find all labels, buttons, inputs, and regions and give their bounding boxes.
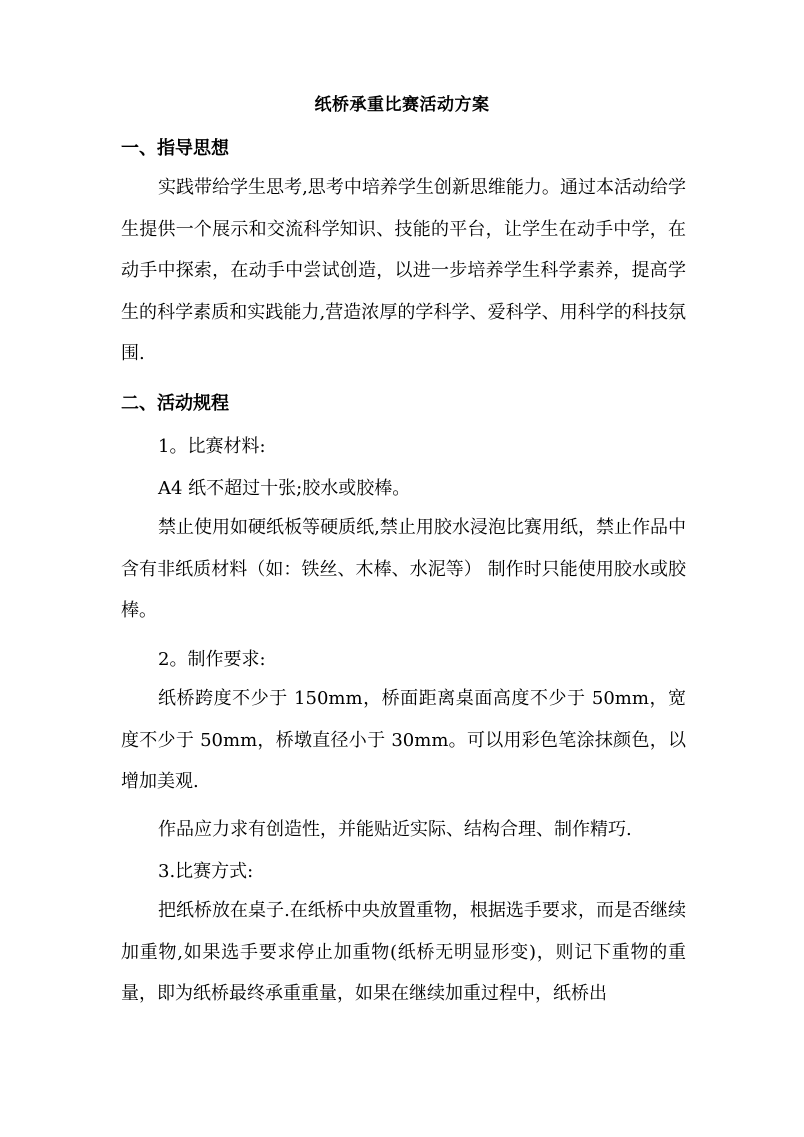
- section-heading-activity-rules: 二、活动规程: [121, 393, 229, 414]
- item-label-requirements: 2。制作要求:: [158, 649, 266, 670]
- section-heading-guiding-ideology: 一、指导思想: [121, 138, 229, 159]
- item-label-materials: 1。比赛材料:: [158, 436, 266, 457]
- item-note-creativity: 作品应力求有创造性，并能贴近实际、结构合理、制作精巧.: [158, 819, 632, 840]
- paragraph-materials-restrictions: 禁止使用如硬纸板等硬质纸,禁止用胶水浸泡比赛用纸，禁止作品中含有非纸质材料（如：铁丝、木棒、水泥等） 制作时只能使用胶水或胶棒。: [121, 517, 686, 621]
- paragraph-guiding-ideology: 实践带给学生思考,思考中培养学生创新思维能力。通过本活动给学生提供一个展示和交流科学知识、技能的平台，让学生在动手中学，在动手中探索，在动手中尝试创造，以进一步培养学生科学素养，提高学生的科学素质和实践能力,营造浓厚的学科学、爱科学、用科学的科技氛围.: [121, 177, 686, 364]
- item-text-materials: A4 纸不超过十张;胶水或胶棒。: [158, 478, 411, 499]
- paragraph-requirements: 纸桥跨度不少于 150mm，桥面距离桌面高度不少于 50mm，宽度不少于 50mm，桥墩直径小于 30mm。可以用彩色笔涂抹颜色，以增加美观.: [121, 688, 686, 792]
- document-title: 纸桥承重比赛活动方案: [314, 95, 490, 115]
- item-label-method: 3.比赛方式:: [158, 861, 254, 882]
- paragraph-method: 把纸桥放在桌子.在纸桥中央放置重物，根据选手要求，而是否继续加重物,如果选手要求停止加重物(纸桥无明显形变)，则记下重物的重量，即为纸桥最终承重重量，如果在继续加重过程中，纸桥出: [121, 900, 686, 1004]
